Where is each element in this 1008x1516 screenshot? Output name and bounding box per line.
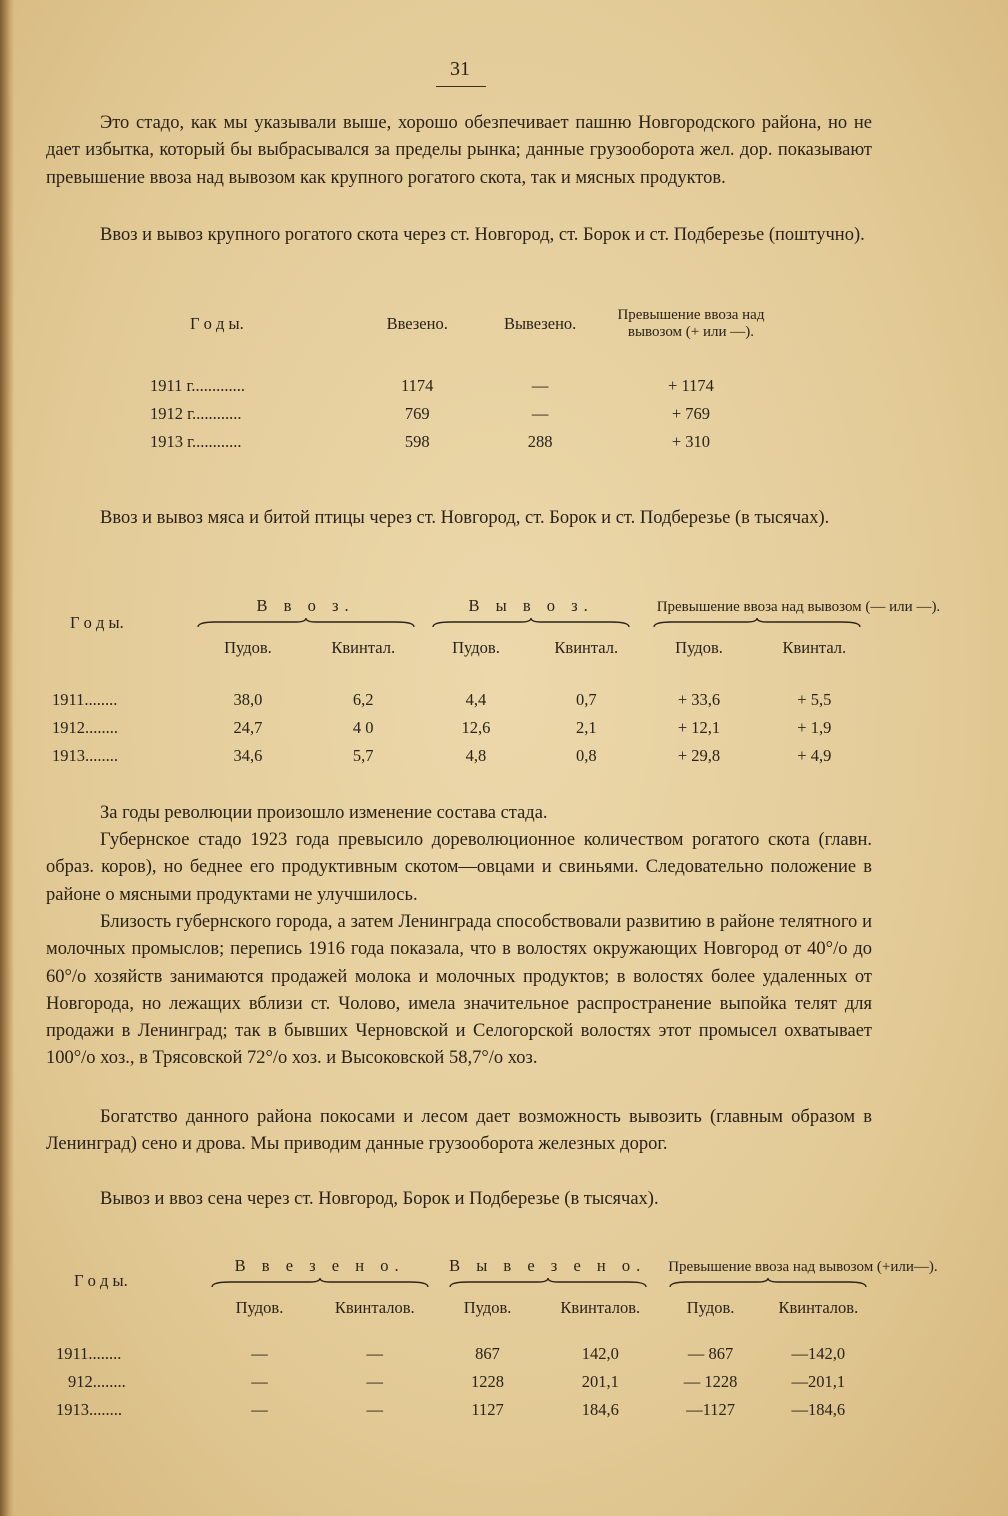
row-year: 912........ bbox=[68, 1372, 126, 1391]
header-years: Г о д ы. bbox=[74, 1271, 128, 1290]
cell-excess-quintals: —142,0 bbox=[791, 1344, 846, 1363]
cell-export-poods: 867 bbox=[475, 1344, 500, 1363]
subheader-quintals: Квинталов. bbox=[560, 1298, 641, 1317]
paragraph-cattle-table-caption: Ввоз и вывоз крупного рогатого скота через ст. Новгород, ст. Борок и ст. Подберезье (поштучно). bbox=[100, 225, 865, 245]
paragraph-herd-supply: Это стадо, как мы указывали выше, хорошо обезпечивает пашню Новгородского района, но не дает избытка, который бы выбрасывался за пределы рынка; данные грузооборота жел. дор. показывают превышение ввоза над вывозом как крупного рогатого скота, так и мясных продуктов. bbox=[46, 113, 872, 188]
paragraph-provincial-herd: Губернское стадо 1923 года превысило дореволюционное количеством рогатого скота (главн. образ. коров), но беднее его продуктивным скотом—овцами и свиньями. Следовательно положение в районе о мясными продуктами не улучшилось. bbox=[46, 830, 872, 905]
cell-excess-quintals: + 5,5 bbox=[797, 690, 832, 709]
table-group-header-row bbox=[56, 1234, 876, 1288]
cell-excess-quintals: —184,6 bbox=[791, 1400, 846, 1419]
subheader-poods: Пудов. bbox=[686, 1298, 735, 1317]
header-exported: Вывезено. bbox=[503, 314, 577, 333]
table-header-row bbox=[150, 292, 780, 356]
subheader-quintals: Квинтал. bbox=[782, 638, 847, 657]
header-imported: Ввезено. bbox=[386, 314, 448, 333]
cell-export-poods: 1127 bbox=[471, 1400, 504, 1419]
cell-import-poods: — bbox=[251, 1400, 268, 1419]
header-import: В в о з. bbox=[256, 596, 355, 615]
paragraph-meat-table-caption: Ввоз и вывоз мяса и битой птицы через ст. Новгород, ст. Борок и ст. Подберезье (в тысячах). bbox=[100, 508, 830, 528]
subheader-poods: Пудов. bbox=[463, 1298, 512, 1317]
paragraph-revolution-change: За годы революции произошло изменение состава стада. bbox=[100, 803, 548, 823]
cell-excess: + 769 bbox=[671, 404, 711, 423]
row-year: 1913 г............ bbox=[150, 432, 242, 451]
cell-import-quintals: — bbox=[366, 1372, 384, 1391]
cell-import-poods: — bbox=[251, 1372, 268, 1391]
subheader-poods: Пудов. bbox=[235, 1298, 284, 1317]
header-excess-group bbox=[641, 578, 941, 628]
header-import-group bbox=[190, 578, 421, 628]
row-year: 1912........ bbox=[52, 718, 118, 737]
cell-excess: + 310 bbox=[671, 432, 711, 451]
table-row bbox=[150, 372, 780, 400]
subheader-poods: Пудов. bbox=[675, 638, 723, 657]
row-year: 1911........ bbox=[52, 690, 118, 709]
table-row bbox=[56, 1396, 876, 1424]
table-row bbox=[52, 686, 872, 714]
cell-export-poods: 1228 bbox=[471, 1372, 505, 1391]
paragraph-hay-table-caption: Вывоз и ввоз сена через ст. Новгород, Борок и Подберезье (в тысячах). bbox=[100, 1189, 659, 1209]
header-years: Г о д ы. bbox=[190, 314, 244, 333]
cell-export-quintals: 201,1 bbox=[581, 1372, 619, 1391]
table-row bbox=[52, 742, 872, 770]
row-year: 1911 г............. bbox=[150, 376, 246, 395]
cell-import-poods: 38,0 bbox=[233, 690, 263, 709]
cell-excess-poods: —1127 bbox=[686, 1400, 735, 1419]
cattle-import-export-table bbox=[150, 292, 780, 456]
cell-excess-poods: — 867 bbox=[687, 1344, 734, 1363]
cell-export-quintals: 0,7 bbox=[575, 690, 597, 709]
page-edge-shadow bbox=[0, 0, 14, 1516]
hay-import-export-table bbox=[56, 1234, 938, 1424]
brace-export bbox=[431, 618, 631, 628]
row-year: 1912 г............ bbox=[150, 404, 242, 423]
cell-export-poods: 4,8 bbox=[465, 746, 487, 765]
table-row bbox=[56, 1340, 876, 1368]
cell-excess-poods: — 1228 bbox=[683, 1372, 738, 1391]
cell-export-quintals: 2,1 bbox=[575, 718, 597, 737]
cell-imported: 598 bbox=[404, 432, 430, 451]
table-row bbox=[150, 400, 780, 428]
cell-export-quintals: 142,0 bbox=[581, 1344, 619, 1363]
table-row bbox=[150, 428, 780, 456]
cell-excess-poods: + 29,8 bbox=[677, 746, 721, 765]
cell-excess-quintals: —201,1 bbox=[791, 1372, 846, 1391]
subheader-quintals: Квинтал. bbox=[554, 638, 619, 657]
row-year: 1911........ bbox=[56, 1344, 122, 1363]
header-excess: Превышение ввоза над вывозом (+ или —). bbox=[617, 307, 765, 340]
header-excess-group bbox=[660, 1234, 938, 1288]
cell-exported: — bbox=[531, 376, 549, 395]
cell-import-quintals: — bbox=[366, 1344, 384, 1363]
header-years: Г о д ы. bbox=[70, 613, 124, 632]
page-number-rule bbox=[436, 86, 486, 87]
paragraph-dairy-industry: Близость губернского города, а затем Ленинграда способствовали развитию в районе телятного и молочных промыслов; перепись 1916 года показала, что в волостях окружающих Новгород от 40°/о до 60°/о хозяйств занимаются продажей молока и молочных продуктов; в волостях более удаленных от Новгорода, но лежащих вблизи ст. Чолово, имела значительное распространение выпойка телят для продажи в Ленинград; так в бывших Черновской и Селогорской волостях этот промысел охватывает 100°/о хоз., в Трясовской 72°/о хоз. и Высоковской 58,7°/о хоз. bbox=[46, 912, 872, 1069]
header-excess: Превышение ввоза над вывозом (+или—). bbox=[668, 1259, 938, 1275]
cell-imported: 769 bbox=[404, 404, 430, 423]
cell-import-poods: — bbox=[251, 1344, 268, 1363]
header-exported-group bbox=[435, 1234, 661, 1288]
cell-import-quintals: 4 0 bbox=[352, 718, 374, 737]
cell-import-quintals: — bbox=[366, 1400, 384, 1419]
cell-excess-poods: + 33,6 bbox=[677, 690, 721, 709]
cell-exported: 288 bbox=[527, 432, 553, 451]
header-excess: Превышение ввоза над вывозом (— или —). bbox=[656, 599, 941, 615]
table-row bbox=[56, 1368, 876, 1396]
subheader-poods: Пудов. bbox=[452, 638, 500, 657]
cell-imported: 1174 bbox=[401, 376, 434, 395]
header-exported: В ы в е з е н о. bbox=[449, 1256, 647, 1275]
cell-export-quintals: 0,8 bbox=[575, 746, 597, 765]
cell-excess-quintals: + 1,9 bbox=[797, 718, 832, 737]
header-export: В ы в о з. bbox=[468, 596, 594, 615]
brace-excess bbox=[668, 1278, 868, 1288]
cell-import-poods: 24,7 bbox=[233, 718, 263, 737]
header-export-group bbox=[421, 578, 642, 628]
brace-import bbox=[196, 618, 416, 628]
cell-excess-poods: + 12,1 bbox=[677, 718, 721, 737]
cell-excess: + 1174 bbox=[668, 376, 714, 395]
brace-exported bbox=[448, 1278, 648, 1288]
subheader-quintals: Квинталов. bbox=[334, 1298, 415, 1317]
row-year: 1913........ bbox=[56, 1400, 122, 1419]
table-group-header-row bbox=[52, 578, 872, 628]
cell-import-poods: 34,6 bbox=[233, 746, 263, 765]
subheader-quintals: Квинтал. bbox=[331, 638, 396, 657]
cell-import-quintals: 5,7 bbox=[352, 746, 374, 765]
header-imported: В в е з е н о. bbox=[234, 1256, 405, 1275]
cell-export-poods: 12,6 bbox=[461, 718, 491, 737]
paragraph-hay-forest: Богатство данного района покосами и лесом дает возможность вывозить (главным образом в Ленинград) сено и дрова. Мы приводим данные грузооборота железных дорог. bbox=[46, 1107, 872, 1155]
brace-excess bbox=[652, 618, 862, 628]
meat-import-export-table bbox=[52, 578, 941, 770]
row-year: 1913........ bbox=[52, 746, 118, 765]
subheader-quintals: Квинталов. bbox=[778, 1298, 859, 1317]
cell-export-poods: 4,4 bbox=[465, 690, 487, 709]
header-imported-group bbox=[204, 1234, 435, 1288]
page-number: 31 bbox=[450, 58, 470, 80]
cell-excess-quintals: + 4,9 bbox=[797, 746, 832, 765]
cell-exported: — bbox=[531, 404, 549, 423]
cell-export-quintals: 184,6 bbox=[581, 1400, 619, 1419]
brace-imported bbox=[210, 1278, 430, 1288]
subheader-poods: Пудов. bbox=[224, 638, 272, 657]
table-row bbox=[52, 714, 872, 742]
cell-import-quintals: 6,2 bbox=[352, 690, 374, 709]
